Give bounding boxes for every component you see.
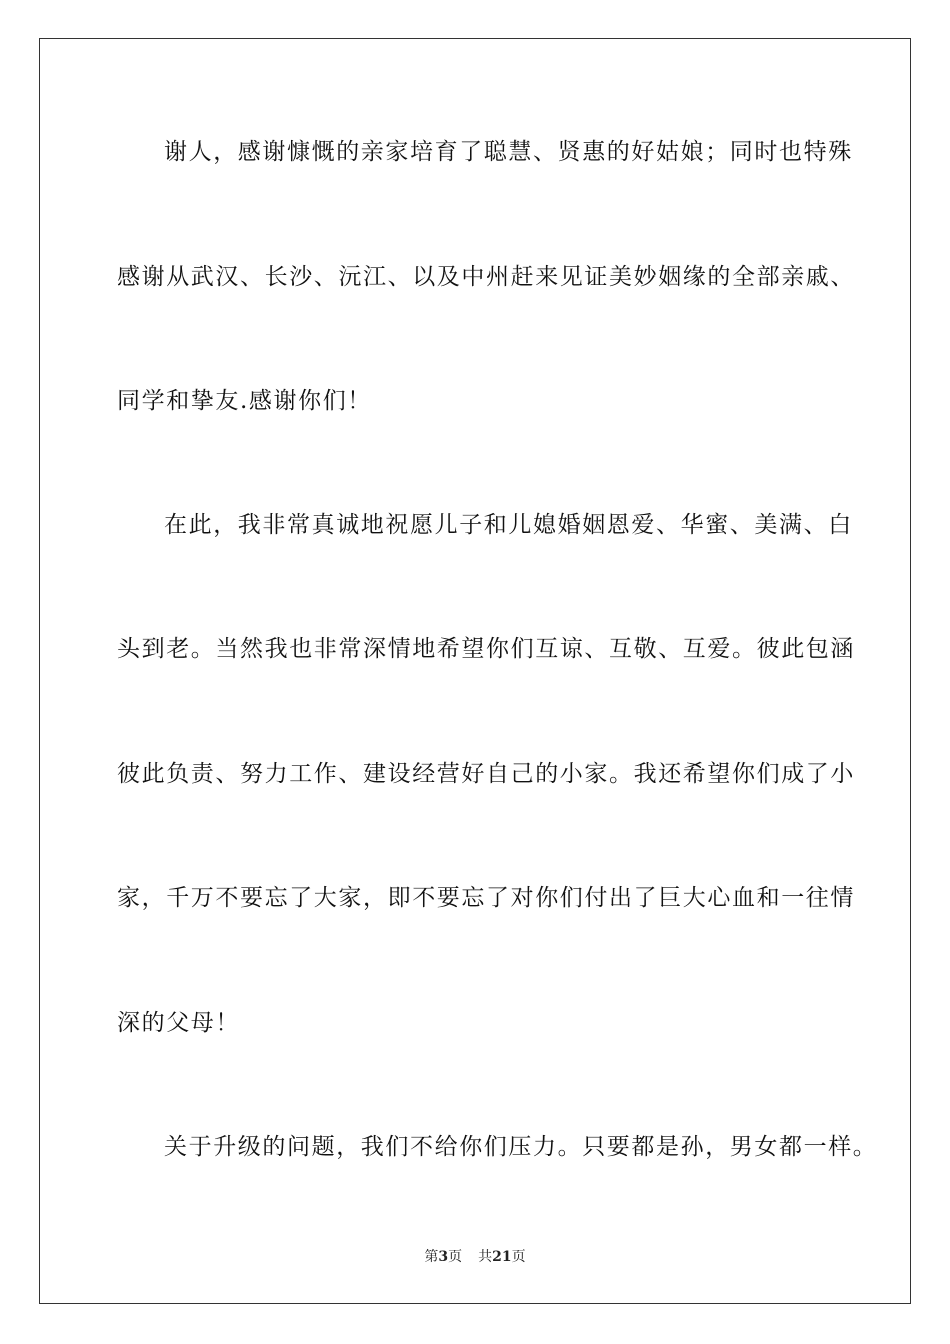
total-suffix: 页 — [511, 1249, 526, 1265]
total-prefix: 共 — [478, 1249, 493, 1265]
text-line-2: 感谢从武汉、长沙、沅江、以及中州赶来见证美妙姻缘的全部亲戚、 — [117, 264, 855, 290]
text-line-4: 在此，我非常真诚地祝愿儿子和儿媳婚姻恩爱、华蜜、美满、白 — [164, 512, 853, 538]
page-prefix: 第 — [424, 1249, 439, 1265]
page-border — [39, 38, 911, 1304]
text-line-3: 同学和挚友.感谢你们！ — [117, 388, 372, 414]
total-pages: 21 — [492, 1249, 512, 1265]
text-line-5: 头到老。当然我也非常深情地希望你们互谅、互敬、互爱。彼此包涵 — [117, 636, 855, 662]
page-suffix: 页 — [448, 1249, 463, 1265]
text-line-1: 谢人，感谢慷慨的亲家培育了聪慧、贤惠的好姑娘；同时也特殊 — [164, 139, 853, 165]
text-line-7: 家，千万不要忘了大家，即不要忘了对你们付出了巨大心血和一往情 — [117, 885, 855, 911]
text-line-9: 关于升级的问题，我们不给你们压力。只要都是孙，男女都一样。 — [164, 1134, 878, 1160]
page-number: 3 — [438, 1249, 449, 1265]
text-line-6: 彼此负责、努力工作、建设经营好自己的小家。我还希望你们成了小 — [117, 761, 855, 787]
page-footer — [0, 1248, 950, 1266]
text-line-8: 深的父母！ — [117, 1010, 240, 1036]
